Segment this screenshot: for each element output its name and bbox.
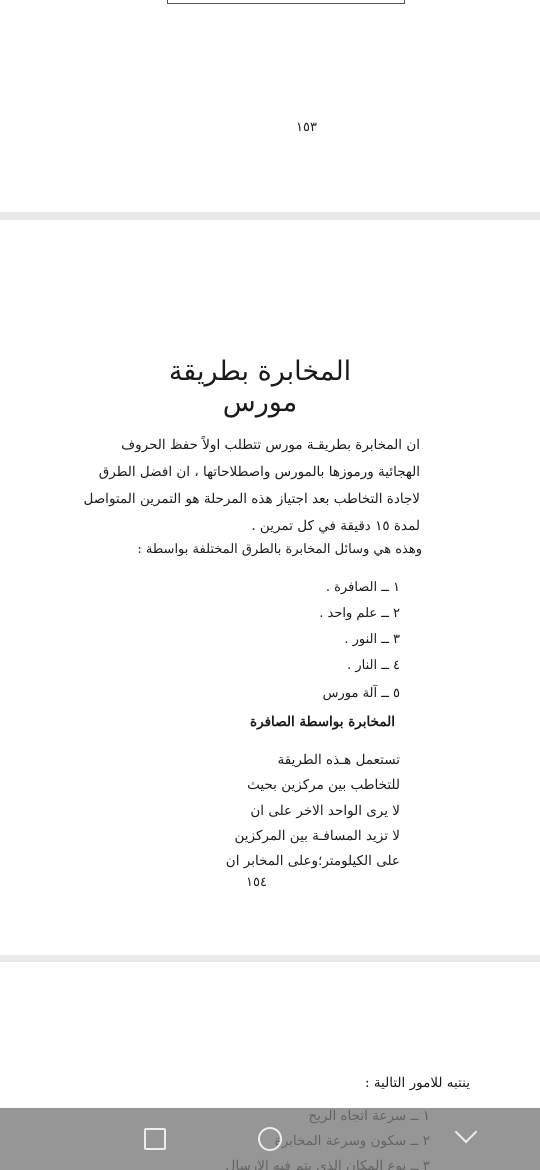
list-item: ٢ ــ علم واحد . [319, 606, 400, 621]
intro-paragraph [83, 432, 420, 540]
paragraph-line: الهجائية ورموزها بالمورس واصطلاحاتها ، ان افضل الطرق [98, 464, 420, 480]
paragraph-line: لمدة ١٥ دقيقة في كل تمرين . [251, 518, 420, 534]
page-number: ١٥٣ [296, 120, 317, 135]
page-top-border [167, 0, 405, 4]
home-icon[interactable] [258, 1127, 282, 1151]
section-heading: المخابرة بواسطة الصافرة [250, 714, 395, 730]
next-page-lead: ينتبه للامور التالية : [364, 1075, 470, 1091]
list-item: ١ ــ الصافرة . [325, 580, 400, 595]
list-item: ٥ ــ آلة مورس [322, 686, 400, 701]
page-154 [0, 220, 540, 955]
text-line: لا تزيد المسافـة بين المركزين [234, 828, 400, 844]
text-line: لا يرى الواحد الاخر على ان [250, 803, 400, 819]
text-line: على الكيلومتر؛وعلى المخابر ان [225, 853, 400, 869]
paragraph-line: ان المخابرة بطريقـة مورس تتطلب اولاً حفظ الحروف [121, 437, 420, 453]
recent-apps-icon[interactable] [144, 1128, 166, 1150]
back-icon[interactable] [455, 1121, 478, 1144]
list-item: ٣ ــ النور . [344, 632, 400, 647]
page-number: ١٥٤ [246, 875, 267, 890]
list-item: ٤ ــ النار . [347, 658, 400, 673]
page-153 [0, 0, 540, 212]
text-line: تستعمل هـذه الطريقة [277, 752, 400, 768]
chapter-title: المخابرة بطريقة مورس [168, 356, 352, 418]
methods-list [200, 580, 400, 715]
navigation-bar [0, 1108, 540, 1170]
methods-intro: وهذه هي وسائل المخابرة بالطرق المختلفة بواسطة : [137, 542, 422, 557]
whistle-text [200, 752, 400, 882]
paragraph-line: لاجادة التخاطب بعد اجتياز هذه المرحلة هو التمرين المتواصل [83, 491, 420, 507]
text-line: للتخاطب بين مركزين بحيث [247, 777, 400, 793]
